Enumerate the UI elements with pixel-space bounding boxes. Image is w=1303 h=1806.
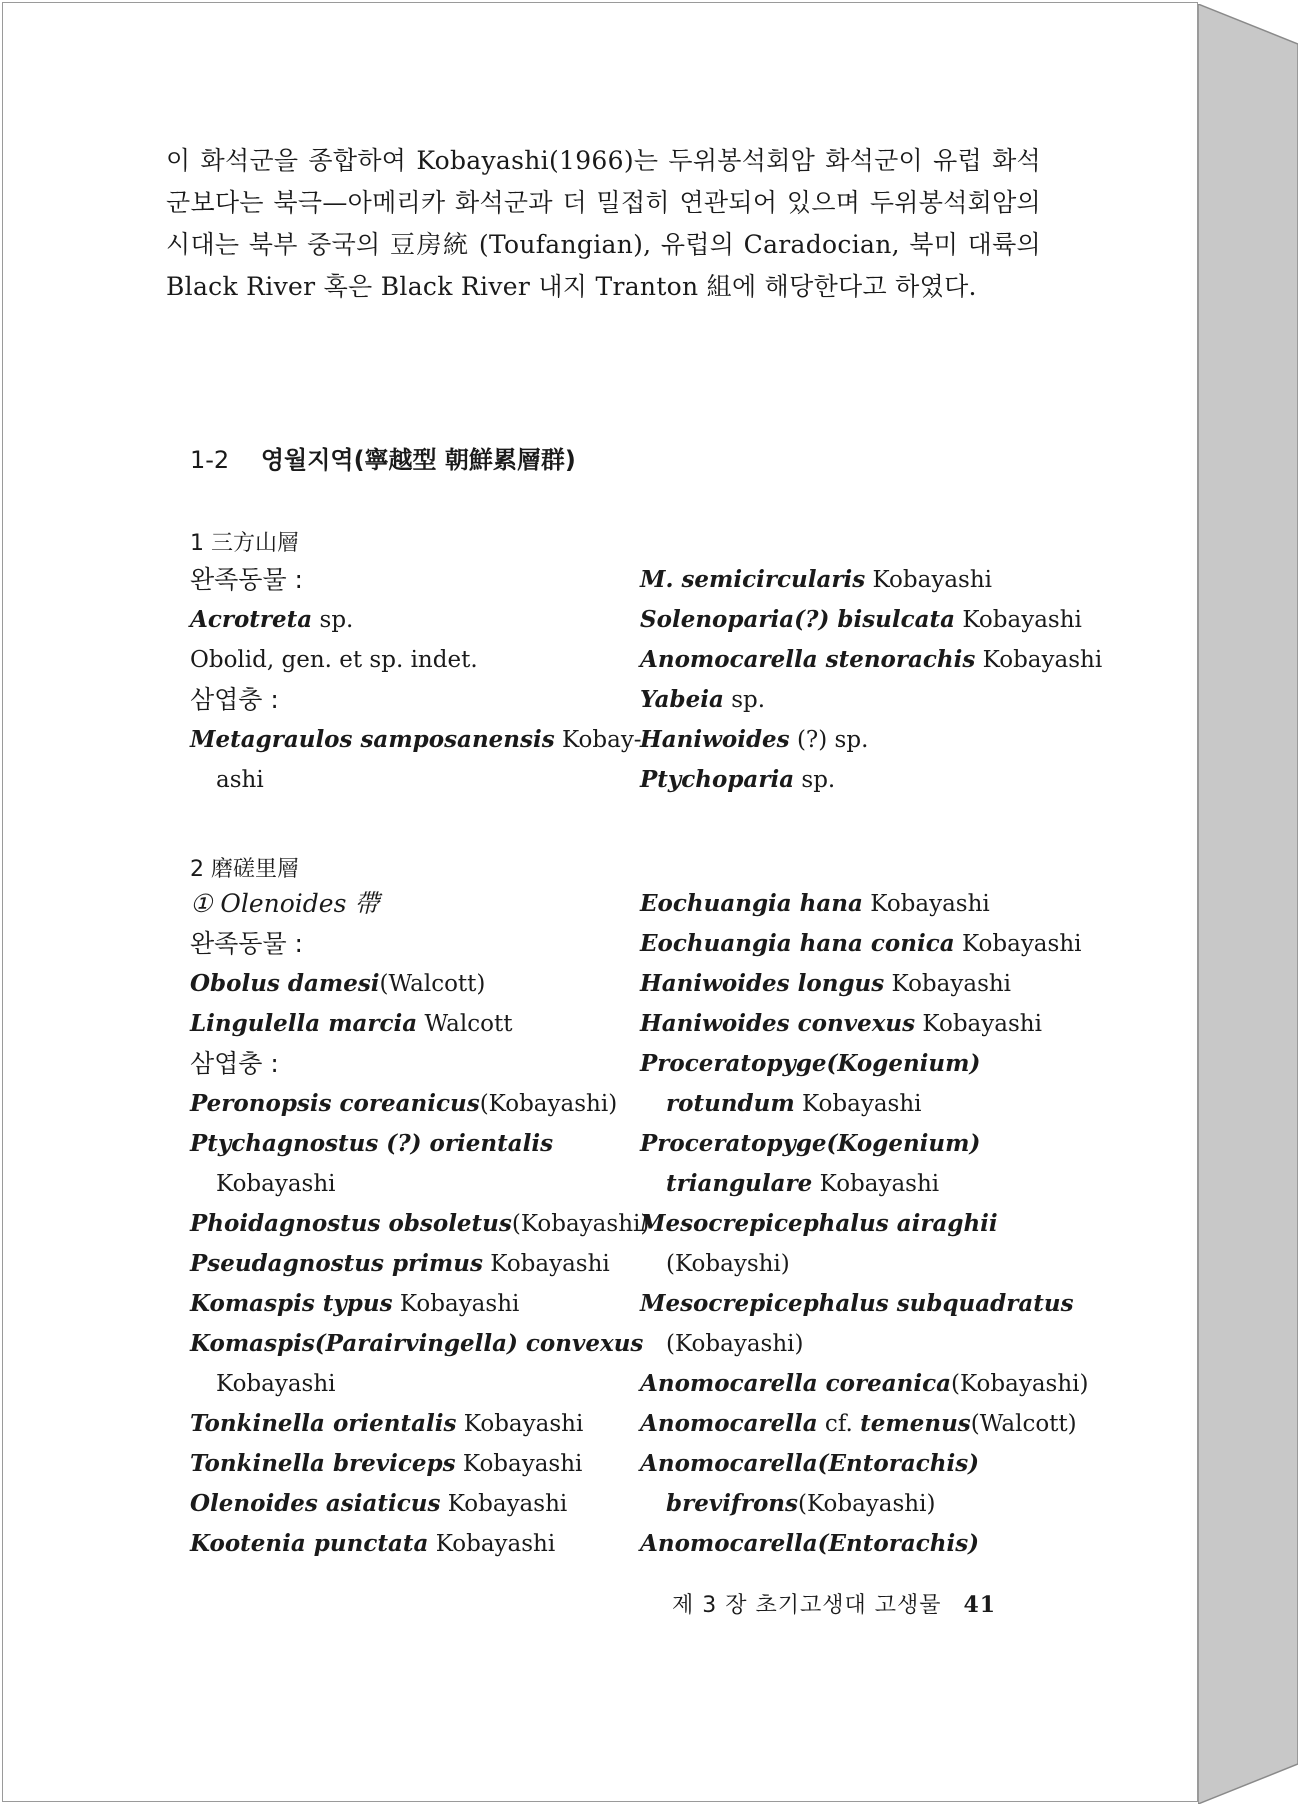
- page-number: 41: [963, 1592, 997, 1618]
- list-item: 완족동물 :: [190, 565, 303, 594]
- fossil-list-1-left: [190, 560, 642, 800]
- fossil-list-1-right: [640, 560, 1102, 800]
- species-name: Yabeia: [640, 686, 724, 713]
- species-name: brevifrons: [666, 1490, 798, 1517]
- list-item: [640, 1124, 1088, 1164]
- section-heading: [190, 440, 576, 475]
- fossil-list-2-left: [190, 884, 649, 1564]
- list-item: [190, 1164, 649, 1204]
- author-text: (Walcott): [970, 1411, 1077, 1437]
- author-text: sp.: [794, 767, 836, 793]
- list-item: [190, 1484, 649, 1524]
- species-name: Metagraulos samposanensis: [190, 726, 555, 753]
- list-item: [640, 884, 1088, 924]
- author-text: Kobayashi: [482, 1251, 610, 1277]
- list-item: [190, 760, 642, 800]
- author-text: (Kobayashi): [666, 1331, 804, 1357]
- author-text: Kobayashi: [456, 1411, 584, 1437]
- species-name: Ptychoparia: [640, 766, 795, 793]
- species-name: Haniwoides longus: [640, 970, 885, 997]
- list-item: [190, 640, 642, 680]
- author-text: sp.: [723, 687, 766, 713]
- species-name: Anomocarella(Entorachis): [640, 1530, 980, 1557]
- author-text: Kobayashi: [954, 931, 1082, 957]
- author-text: Kobayashi: [975, 647, 1103, 673]
- author-text: Kobayashi: [428, 1531, 556, 1557]
- species-name: Eochuangia hana conica: [640, 930, 955, 957]
- list-item: [640, 600, 1102, 640]
- list-item: [190, 1364, 649, 1404]
- author-text: (Kobayashi): [479, 1091, 618, 1117]
- list-item: [640, 1404, 1088, 1444]
- author-text: Kobayashi: [794, 1091, 922, 1117]
- sub-heading-2: 2 磨磋里層: [190, 857, 299, 882]
- species-name: Tonkinella orientalis: [190, 1410, 457, 1437]
- species-name: Proceratopyge(Kogenium): [640, 1050, 981, 1077]
- list-item: [190, 1084, 649, 1124]
- list-item: ① Olenoides 帶: [190, 889, 380, 918]
- species-name: Kootenia punctata: [190, 1530, 429, 1557]
- list-item: 삼엽충 :: [190, 1049, 279, 1078]
- list-item: [640, 1284, 1088, 1324]
- list-item: [640, 1444, 1088, 1484]
- list-item: [640, 720, 1102, 760]
- species-name: Obolus damesi: [190, 970, 380, 997]
- list-item: [640, 964, 1088, 1004]
- author-text: Kobayashi: [455, 1451, 583, 1477]
- species-name: Tonkinella breviceps: [190, 1450, 456, 1477]
- author-text: sp.: [312, 607, 354, 633]
- author-text: cf.: [817, 1411, 861, 1437]
- species-name: Ptychagnostus (?) orientalis: [190, 1130, 554, 1157]
- book-edge: [1198, 4, 1298, 1804]
- section-number: 1-2: [190, 446, 230, 474]
- species-name: Haniwoides: [640, 726, 790, 753]
- footer-chapter: 제 3 장 초기고생대 고생물: [672, 1593, 942, 1618]
- species-name: Anomocarella stenorachis: [640, 646, 976, 673]
- author-text: Kobayashi: [862, 891, 990, 917]
- author-text: (Kobayashi): [797, 1491, 936, 1517]
- species-name: Solenoparia(?) bisulcata: [640, 606, 956, 633]
- author-text: (Kobayashi): [951, 1371, 1089, 1397]
- author-text: Kobayashi: [865, 567, 993, 593]
- author-text: Kobayashi: [884, 971, 1012, 997]
- page-footer: [672, 1588, 996, 1619]
- list-item: [190, 1404, 649, 1444]
- species-name: Anomocarella coreanica: [640, 1370, 951, 1397]
- author-text: Kobayashi: [915, 1011, 1042, 1037]
- species-name: Pseudagnostus primus: [190, 1250, 483, 1277]
- list-item: [640, 1244, 1088, 1284]
- list-item: [190, 1004, 649, 1044]
- author-text: Kobay-: [554, 727, 642, 753]
- list-item: [640, 1524, 1088, 1564]
- author-text: Obolid, gen. et sp. indet.: [190, 647, 478, 673]
- species-name: triangulare: [666, 1170, 813, 1197]
- species-name: Anomocarella(Entorachis): [640, 1450, 980, 1477]
- list-item: [640, 1484, 1088, 1524]
- list-item: 삼엽충 :: [190, 685, 279, 714]
- author-text: Kobayashi: [955, 607, 1082, 633]
- species-name: Lingulella marcia: [190, 1010, 418, 1037]
- list-item: [190, 1524, 649, 1564]
- list-item: [190, 964, 649, 1004]
- list-item: [640, 1364, 1088, 1404]
- author-text: Walcott: [417, 1011, 513, 1037]
- species-name: Mesocrepicephalus airaghii: [640, 1210, 998, 1237]
- sub-heading-1: 1 三方山層: [190, 531, 299, 556]
- author-text: Kobayashi: [440, 1491, 568, 1517]
- species-name: Acrotreta: [190, 606, 313, 633]
- species-name: Eochuangia hana: [640, 890, 863, 917]
- species-name: Proceratopyge(Kogenium): [640, 1130, 981, 1157]
- list-item: [190, 1204, 649, 1244]
- author-text: Kobayashi: [216, 1371, 336, 1397]
- fossil-list-2-right: [640, 884, 1088, 1564]
- list-item: [190, 1284, 649, 1324]
- species-name: M. semicircularis: [640, 566, 866, 593]
- author-text: (Walcott): [379, 971, 486, 997]
- species-name: Peronopsis coreanicus: [190, 1090, 480, 1117]
- list-item: 완족동물 :: [190, 929, 303, 958]
- list-item: [190, 1124, 649, 1164]
- list-item: [640, 1204, 1088, 1244]
- author-text: ashi: [216, 767, 264, 793]
- list-item: [640, 760, 1102, 800]
- species-name: Haniwoides convexus: [640, 1010, 916, 1037]
- species-name: Anomocarella: [640, 1410, 818, 1437]
- list-item: [640, 1004, 1088, 1044]
- section-title: 영월지역(寧越型 朝鮮累層群): [260, 446, 576, 474]
- author-text: Kobayashi: [392, 1291, 520, 1317]
- author-text: (?) sp.: [789, 727, 869, 753]
- intro-paragraph: 이 화석군을 종합하여 Kobayashi(1966)는 두위봉석회암 화석군이 유럽 화석군보다는 북극—아메리카 화석군과 더 밀접히 연관되어 있으며 두위봉석회암의 시대는 북부 중국의 豆房統 (Toufangian), 유럽의 Caradocian, 북미 대륙의 Black River 혹은 Black River 내지 Tranton 組에 해당한다고 하였다.: [166, 146, 1041, 301]
- list-item: [190, 720, 642, 760]
- list-item: [190, 1444, 649, 1484]
- author-text: Kobayashi: [812, 1171, 940, 1197]
- list-item: [640, 1044, 1088, 1084]
- list-item: [190, 1244, 649, 1284]
- list-item: [640, 1084, 1088, 1124]
- list-item: [640, 680, 1102, 720]
- list-item: [640, 924, 1088, 964]
- author-text: (Kobayashi): [511, 1211, 650, 1237]
- list-item: [190, 600, 642, 640]
- species-name: Mesocrepicephalus subquadratus: [640, 1290, 1074, 1317]
- species-name: Komaspis typus: [190, 1290, 393, 1317]
- list-item: [640, 640, 1102, 680]
- list-item: [640, 1164, 1088, 1204]
- list-item: [190, 1324, 649, 1364]
- species-name: rotundum: [666, 1090, 795, 1117]
- list-item: [640, 560, 1102, 600]
- species-name: Phoidagnostus obsoletus: [190, 1210, 512, 1237]
- species-name: temenus: [860, 1410, 971, 1437]
- list-item: [640, 1324, 1088, 1364]
- author-text: (Kobayshi): [666, 1251, 790, 1277]
- species-name: Komaspis(Parairvingella) convexus: [190, 1330, 644, 1357]
- author-text: Kobayashi: [216, 1171, 336, 1197]
- species-name: Olenoides asiaticus: [190, 1490, 441, 1517]
